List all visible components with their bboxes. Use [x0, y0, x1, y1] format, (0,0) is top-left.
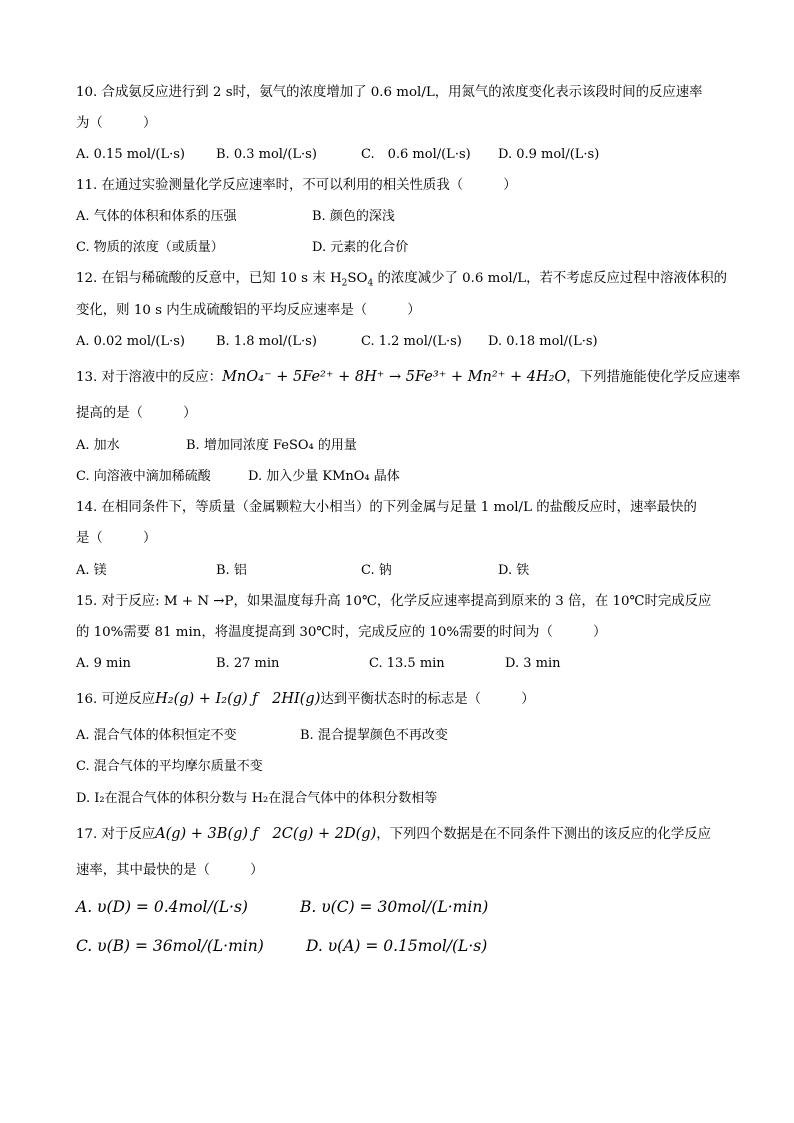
- q14-option-d: D. 铁: [498, 563, 530, 578]
- q14-option-a: A. 镁: [76, 563, 107, 578]
- q13-option-d: D. 加入少量 KMnO₄ 晶体: [248, 469, 400, 484]
- q16-text-after: 达到平衡状态时的标志是（ ）: [320, 692, 535, 707]
- q11-stem: 11. 在通过实验测量化学反应速率时，不可以利用的相关性质我（ ）: [76, 178, 517, 193]
- q11-option-c: C. 物质的浓度（或质量）: [76, 240, 224, 255]
- q10-option-d: D. 0.9 mol/(L·s): [498, 147, 600, 162]
- q12-text-before: 12. 在铝与稀硫酸的反意中，已知 10 s 末 H: [76, 271, 342, 286]
- q17-text-before: 17. 对于反应: [76, 827, 156, 842]
- q13-option-b: B. 增加同浓度 FeSO₄ 的用量: [186, 438, 357, 453]
- q17-option-a: A. υ(D) = 0.4mol/(L·s): [76, 898, 248, 916]
- q12-option-a: A. 0.02 mol/(L·s): [76, 334, 186, 349]
- q13-option-c: C. 向溶液中滴加稀硫酸: [76, 469, 211, 484]
- q16-text-before: 16. 可逆反应: [76, 692, 156, 707]
- q12-text-after: 的浓度减少了 0.6 mol/L，若不考虑反应过程中溶液体积的: [373, 271, 727, 286]
- q12-stem-line2: 变化，则 10 s 内生成硫酸铝的平均反应速率是（ ）: [76, 303, 421, 318]
- q12-subscript-4: 4: [367, 278, 374, 289]
- q15-option-b: B. 27 min: [216, 656, 280, 671]
- q14-option-b: B. 铝: [216, 563, 247, 578]
- q17-stem-line1: [76, 825, 711, 844]
- q16-stem: [76, 690, 535, 709]
- q13-option-a: A. 加水: [76, 438, 120, 453]
- q16-option-a: A. 混合气体的体积恒定不变: [76, 728, 237, 743]
- q17-equation: A(g) + 3B(g) ƒ 2C(g) + 2D(g): [155, 826, 377, 842]
- q13-text-before: 13. 对于溶液中的反应：: [76, 370, 223, 385]
- q13-equation: MnO₄⁻ + 5Fe²⁺ + 8H⁺ → 5Fe³⁺ + Mn²⁺ + 4H₂O: [222, 369, 567, 385]
- q10-stem-line1: 10. 合成氨反应进行到 2 s时，氨气的浓度增加了 0.6 mol/L，用氮气的浓度变化表示该段时间的反应速率: [76, 85, 703, 100]
- q12-subscript-2: 2: [341, 278, 348, 289]
- q15-stem-line2: 的 10%需要 81 min，将温度提高到 30℃时，完成反应的 10%需要的时间为（ ）: [76, 625, 607, 640]
- q14-option-c: C. 钠: [361, 563, 392, 578]
- q11-option-b: B. 颜色的深浅: [312, 209, 395, 224]
- q10-option-c: C. 0.6 mol/(L·s): [361, 147, 471, 162]
- q16-option-c: C. 混合气体的平均摩尔质量不变: [76, 759, 263, 774]
- q11-option-d: D. 元素的化合价: [312, 240, 409, 255]
- q13-stem-line2: 提高的是（ ）: [76, 406, 197, 421]
- q15-stem-line1: 15. 对于反应: M + N →P，如果温度每升高 10℃，化学反应速率提高到原来的 3 倍，在 10℃时完成反应: [76, 594, 712, 609]
- q15-option-c: C. 13.5 min: [369, 656, 445, 671]
- q12-option-c: C. 1.2 mol/(L·s): [361, 334, 462, 349]
- q15-option-a: A. 9 min: [76, 656, 131, 671]
- q10-option-b: B. 0.3 mol/(L·s): [216, 147, 317, 162]
- q14-stem-line2: 是（ ）: [76, 531, 157, 546]
- q17-option-c: C. υ(B) = 36mol/(L·min): [76, 937, 264, 955]
- q13-stem-line1: [76, 368, 740, 387]
- q14-stem-line1: 14. 在相同条件下，等质量（金属颗粒大小相当）的下列金属与足量 1 mol/L 的盐酸反应时，速率最快的: [76, 500, 697, 515]
- q12-stem-line1: [76, 270, 727, 288]
- q16-option-b: B. 混合提挈颜色不再改变: [300, 728, 448, 743]
- q12-text-so: SO: [347, 271, 368, 286]
- q16-option-d: D. I₂在混合气体的体积分数与 H₂在混合气体中的体积分数相等: [76, 791, 438, 806]
- q17-option-d: D. υ(A) = 0.15mol/(L·s): [306, 937, 488, 955]
- q17-stem-line2: 速率，其中最快的是（ ）: [76, 863, 264, 878]
- q15-option-d: D. 3 min: [505, 656, 561, 671]
- q10-stem-line2: 为（ ）: [76, 116, 157, 131]
- q17-option-b: B. υ(C) = 30mol/(L·min): [300, 898, 489, 916]
- q16-equation: H₂(g) + I₂(g) ƒ 2HI(g): [155, 691, 321, 707]
- q17-text-after: ，下列四个数据是在不同条件下测出的该反应的化学反应: [376, 827, 712, 842]
- q12-option-d: D. 0.18 mol/(L·s): [488, 334, 598, 349]
- q10-option-a: A. 0.15 mol/(L·s): [76, 147, 186, 162]
- q13-text-after: ，下列措施能使化学反应速率: [566, 370, 741, 385]
- q12-option-b: B. 1.8 mol/(L·s): [216, 334, 317, 349]
- q11-option-a: A. 气体的体积和体系的压强: [76, 209, 237, 224]
